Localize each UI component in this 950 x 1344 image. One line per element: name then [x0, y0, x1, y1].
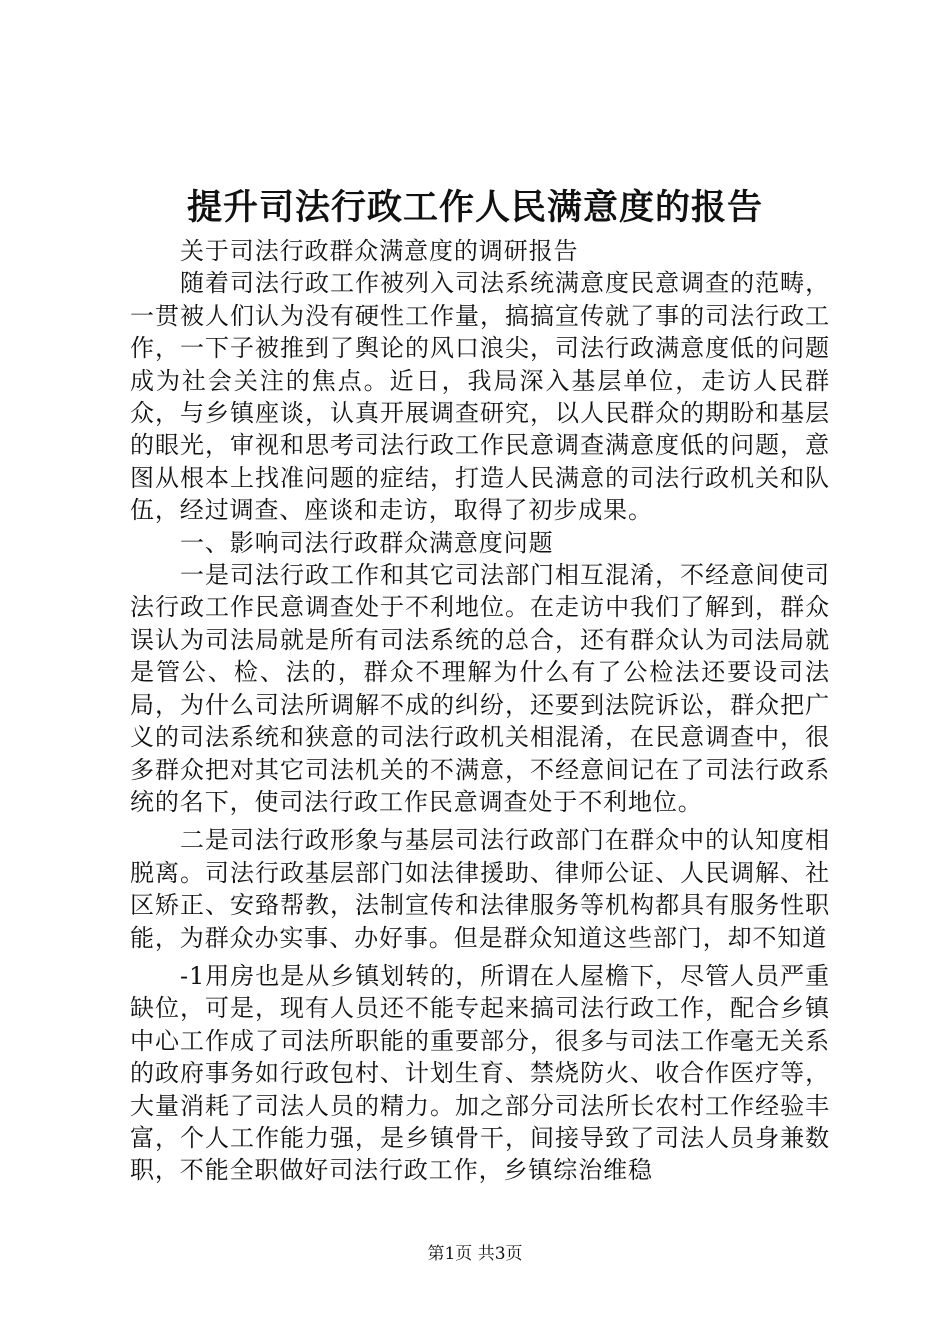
body-paragraph-3: -1用房也是从乡镇划转的，所谓在人屋檐下，尽管人员严重缺位，可是，现有人员还不能专起来搞司法行政工作，配合乡镇中心工作成了司法所职能的重要部分，很多与司法工作毫无关系的政府事务如行政包村、计划生育、禁烧防火、收合作医疗等，大量消耗了司法人员的精力。加之部分司法所长农村工作经验丰富，个人工作能力强，是乡镇骨干，间接导致了司法人员身兼数职，不能全职做好司法行政工作，乡镇综治维稳 — [130, 961, 830, 1185]
section-heading: 一、影响司法行政群众满意度问题 — [180, 528, 554, 557]
body-paragraph-1: 一是司法行政工作和其它司法部门相互混淆，不经意间使司法行政工作民意调查处于不利地位。在走访中我们了解到，群众误认为司法局就是所有司法系统的总合，还有群众认为司法局就是管公、检、法的，群众不理解为什么有了公检法还要设司法局，为什么司法所调解不成的纠纷，还要到法院诉讼，群众把广义的司法系统和狭意的司法行政机关相混淆，在民意调查中，很多群众把对其它司法机关的不满意，不经意间记在了司法行政系统的名下，使司法行政工作民意调查处于不利地位。 — [130, 561, 830, 816]
body-paragraph-2: 二是司法行政形象与基层司法行政部门在群众中的认知度相脱离。司法行政基层部门如法律援助、律师公证、人民调解、社区矫正、安臵帮教，法制宣传和法律服务等机构都具有服务性职能，为群众办实事、办好事。但是群众知道这些部门，却不知道 — [130, 826, 830, 952]
page-number-footer: 第1页 共3页 — [427, 1244, 523, 1264]
subtitle-paragraph: 关于司法行政群众满意度的调研报告 — [180, 237, 579, 265]
document-body — [130, 235, 830, 1187]
page-title: 提升司法行政工作人民满意度的报告 — [186, 187, 763, 228]
intro-paragraph: 随着司法行政工作被列入司法系统满意度民意调查的范畴，一贯被人们认为没有硬性工作量，搞搞宣传就了事的司法行政工作，一下子被推到了舆论的风口浪尖，司法行政满意度低的问题成为社会关注的焦点。近日，我局深入基层单位，走访人民群众，与乡镇座谈，认真开展调查研究，以人民群众的期盼和基层的眼光，审视和思考司法行政工作民意调查满意度低的问题，意图从根本上找准问题的症结，打造人民满意的司法行政机关和队伍，经过调查、座谈和走访，取得了初步成果。 — [130, 269, 830, 525]
